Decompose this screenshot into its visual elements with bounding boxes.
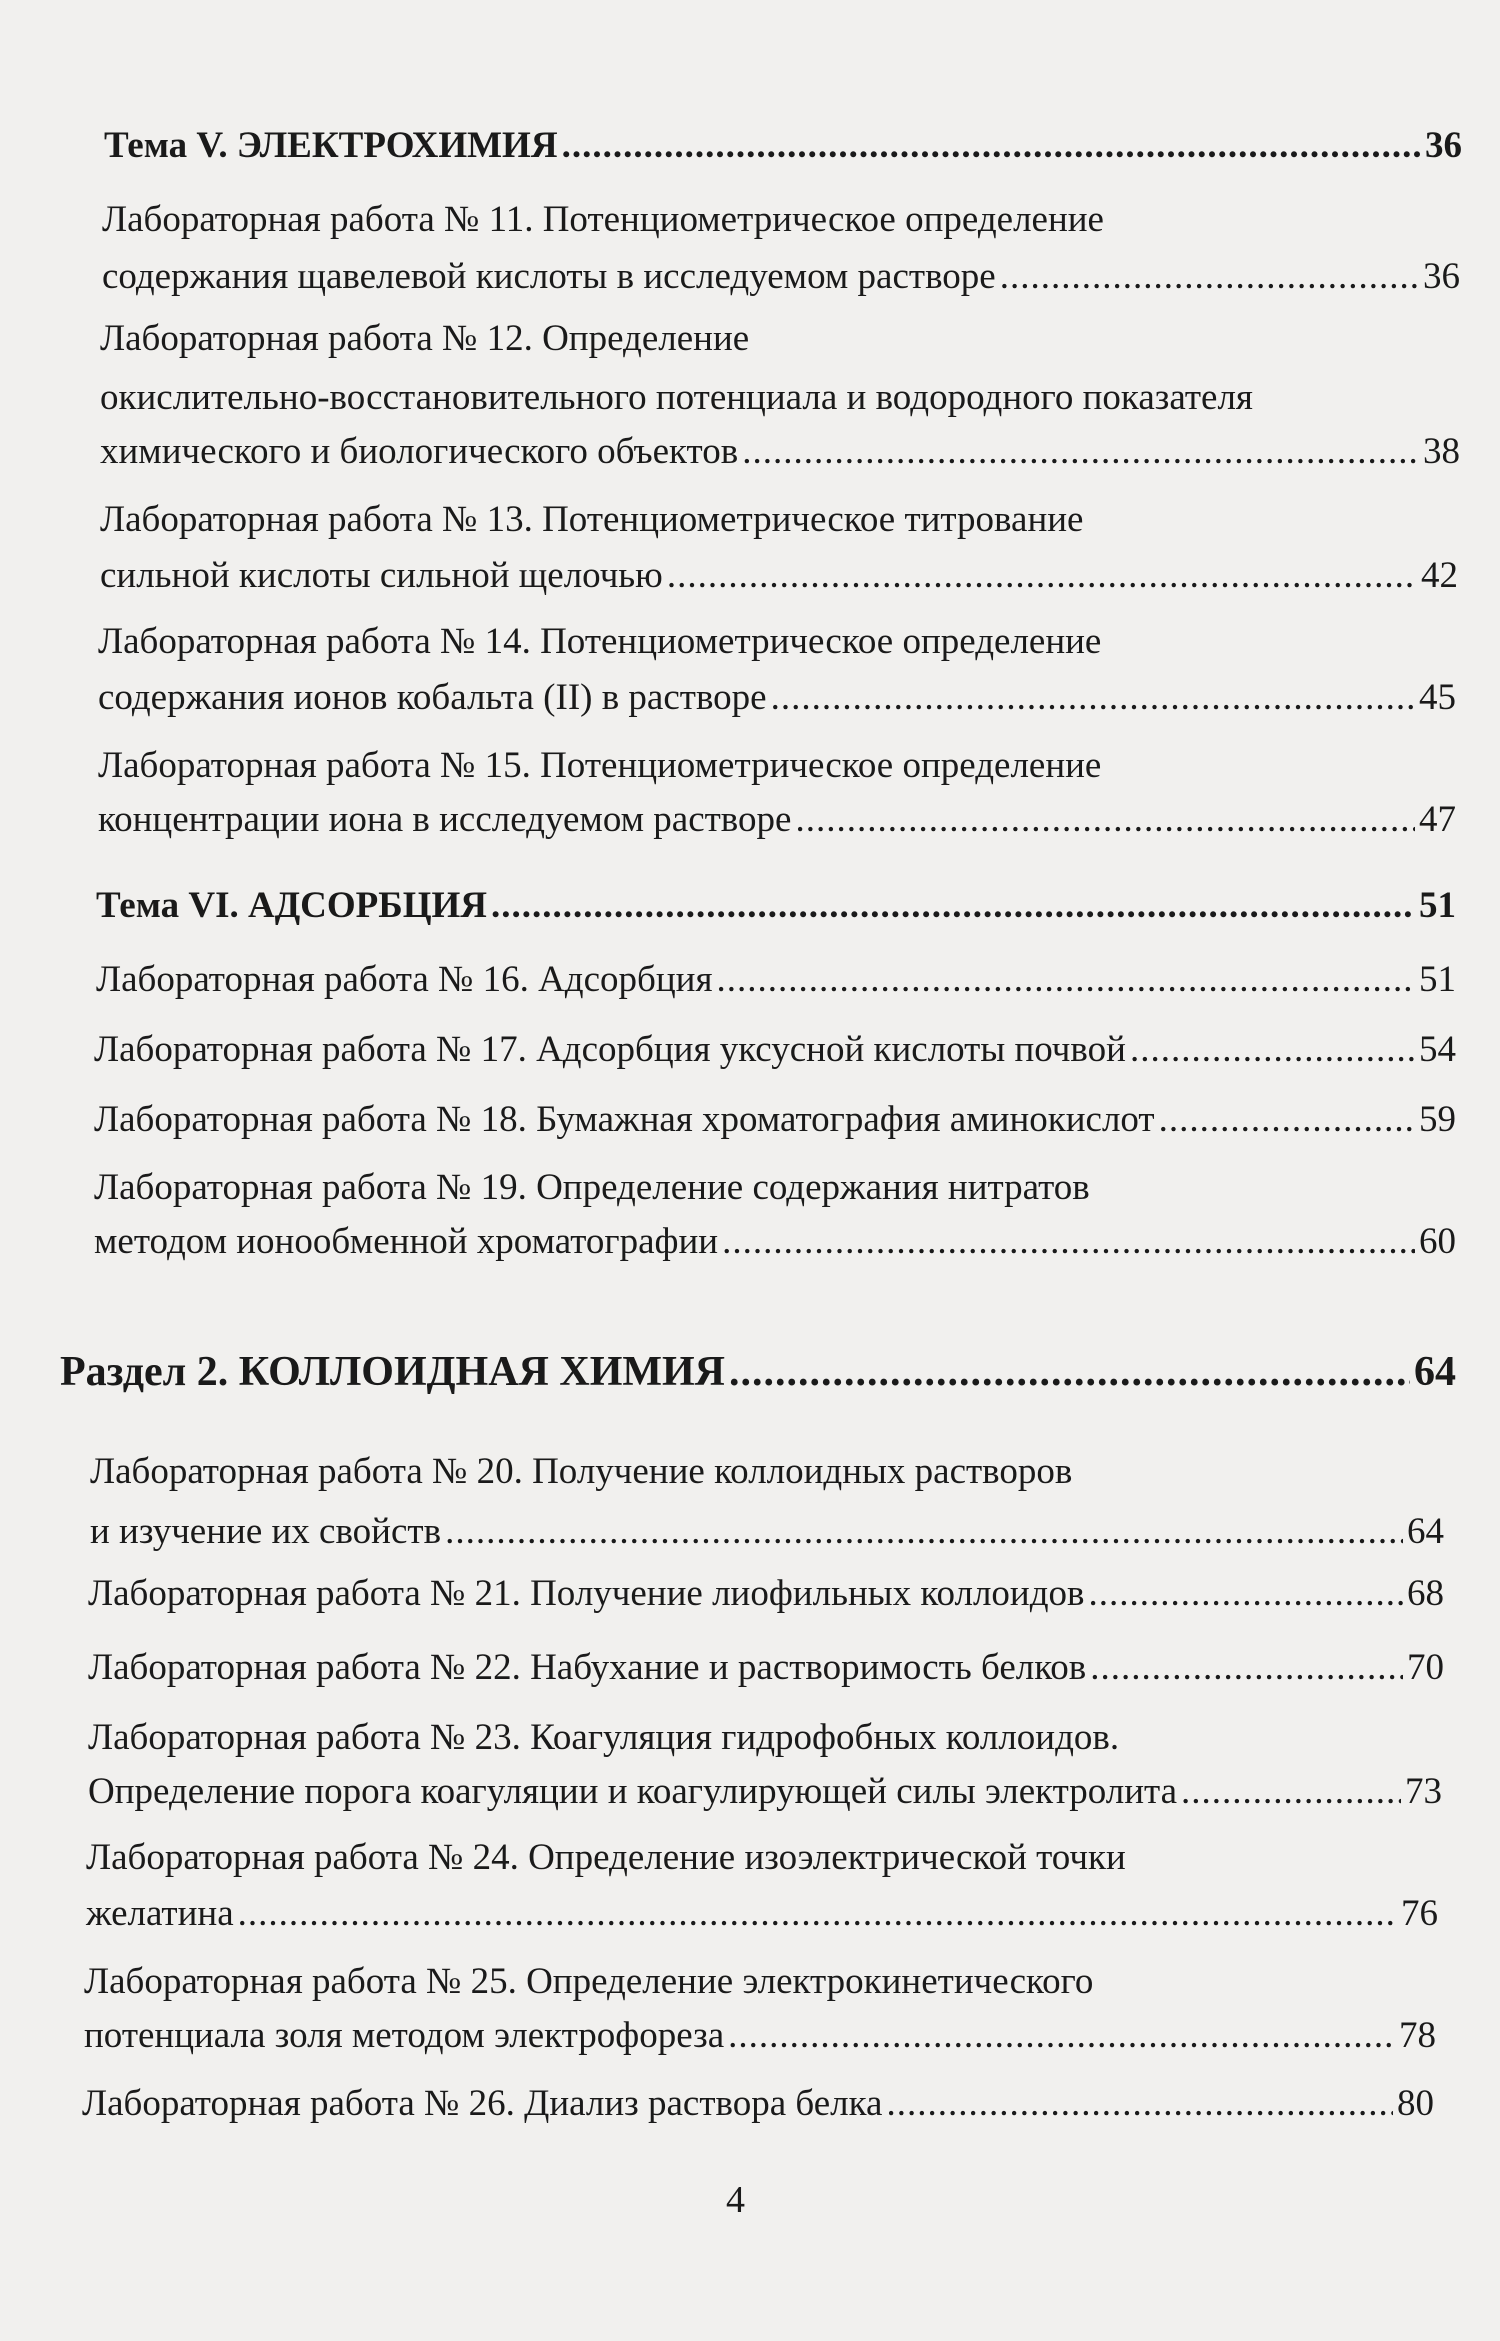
toc-entry-title: Тема V. ЭЛЕКТРОХИМИЯ bbox=[104, 125, 558, 166]
page-number: 4 bbox=[726, 2179, 745, 2221]
toc-entry-title-continued: концентрации иона в исследуемом растворе bbox=[98, 799, 792, 840]
toc-page-number: 42 bbox=[1421, 555, 1458, 596]
dot-leader bbox=[728, 2012, 1395, 2060]
dot-leader bbox=[722, 1218, 1415, 1266]
toc-page-number: 36 bbox=[1423, 256, 1460, 297]
toc-page-number: 38 bbox=[1423, 431, 1460, 472]
dot-leader bbox=[771, 674, 1415, 722]
toc-page-number: 60 bbox=[1419, 1221, 1456, 1262]
toc-page-number: 70 bbox=[1407, 1647, 1444, 1688]
dot-leader bbox=[667, 552, 1417, 600]
toc-entry-title-continued: содержания щавелевой кислоты в исследуемом растворе bbox=[102, 256, 996, 297]
dot-leader bbox=[717, 956, 1416, 1004]
dot-leader bbox=[1130, 1026, 1415, 1074]
toc-entry-title: Лабораторная работа № 13. Потенциометрическое титрование bbox=[100, 499, 1084, 540]
toc-entry-title-continued: Определение порога коагуляции и коагулирующей силы электролита bbox=[88, 1771, 1178, 1812]
dot-leader bbox=[562, 122, 1421, 170]
dot-leader bbox=[1090, 1644, 1403, 1692]
toc-page-number: 68 bbox=[1407, 1573, 1444, 1614]
toc-page-number: 54 bbox=[1419, 1029, 1456, 1070]
toc-entry-title: Лабораторная работа № 15. Потенциометрическое определение bbox=[98, 745, 1102, 786]
toc-entry-title: Лабораторная работа № 21. Получение лиофильных коллоидов bbox=[88, 1573, 1085, 1614]
toc-page-number: 78 bbox=[1399, 2015, 1436, 2056]
toc-entry-title-continued: и изучение их свойств bbox=[90, 1511, 442, 1552]
dot-leader bbox=[729, 1348, 1410, 1396]
toc-entry-title: Лабораторная работа № 18. Бумажная хроматография аминокислот bbox=[94, 1099, 1155, 1140]
toc-entry-title-continued: окислительно-восстановительного потенциала и водородного показателя bbox=[100, 377, 1253, 418]
toc-entry-title-continued: желатина bbox=[86, 1893, 234, 1934]
toc-entry-title: Лабораторная работа № 24. Определение изоэлектрической точки bbox=[86, 1837, 1126, 1878]
toc-page-number: 45 bbox=[1419, 677, 1456, 718]
toc-entry-title: Лабораторная работа № 11. Потенциометрическое определение bbox=[102, 199, 1104, 240]
dot-leader bbox=[445, 1508, 1403, 1556]
toc-entry-title: Лабораторная работа № 14. Потенциометрическое определение bbox=[98, 621, 1102, 662]
dot-leader bbox=[238, 1890, 1397, 1938]
dot-leader bbox=[1089, 1570, 1403, 1618]
toc-entry-title-continued: потенциала золя методом электрофореза bbox=[84, 2015, 725, 2056]
toc-entry-title-continued: методом ионообменной хроматографии bbox=[94, 1221, 719, 1262]
toc-entry-title: Тема VI. АДСОРБЦИЯ bbox=[96, 885, 488, 926]
dot-leader bbox=[1181, 1768, 1401, 1816]
toc-page-number: 64 bbox=[1414, 1349, 1456, 1395]
toc-entry-title-continued: сильной кислоты сильной щелочью bbox=[100, 555, 663, 596]
toc-page-number: 80 bbox=[1397, 2083, 1434, 2124]
toc-entry-title: Лабораторная работа № 17. Адсорбция уксусной кислоты почвой bbox=[94, 1029, 1126, 1070]
dot-leader bbox=[742, 428, 1419, 476]
dot-leader bbox=[1000, 253, 1419, 301]
toc-entry-title: Раздел 2. КОЛЛОИДНАЯ ХИМИЯ bbox=[60, 1349, 726, 1395]
dot-leader bbox=[886, 2080, 1393, 2128]
toc-entry-title: Лабораторная работа № 26. Диализ раствора белка bbox=[82, 2083, 883, 2124]
toc-entry-title: Лабораторная работа № 23. Коагуляция гидрофобных коллоидов. bbox=[88, 1717, 1120, 1758]
toc-entry-title: Лабораторная работа № 20. Получение коллоидных растворов bbox=[90, 1451, 1073, 1492]
toc-entry-title: Лабораторная работа № 25. Определение электрокинетического bbox=[84, 1961, 1094, 2002]
toc-page-number: 64 bbox=[1407, 1511, 1444, 1552]
toc-entry-title: Лабораторная работа № 19. Определение содержания нитратов bbox=[94, 1167, 1090, 1208]
toc-page-number: 47 bbox=[1419, 799, 1456, 840]
toc-entry-title: Лабораторная работа № 16. Адсорбция bbox=[96, 959, 713, 1000]
toc-page-number: 51 bbox=[1419, 959, 1456, 1000]
toc-page-number: 36 bbox=[1425, 125, 1462, 166]
dot-leader bbox=[795, 796, 1415, 844]
toc-page-number: 76 bbox=[1401, 1893, 1438, 1934]
dot-leader bbox=[1159, 1096, 1415, 1144]
toc-entry-title-continued: химического и биологического объектов bbox=[100, 431, 739, 472]
toc-page-number: 73 bbox=[1405, 1771, 1442, 1812]
toc-page-number: 59 bbox=[1419, 1099, 1456, 1140]
toc-entry-title: Лабораторная работа № 22. Набухание и растворимость белков bbox=[88, 1647, 1087, 1688]
dot-leader bbox=[491, 882, 1415, 930]
toc-page-number: 51 bbox=[1419, 885, 1456, 926]
toc-entry-title-continued: содержания ионов кобальта (II) в растворе bbox=[98, 677, 767, 718]
toc-entry-title: Лабораторная работа № 12. Определение bbox=[100, 318, 750, 359]
